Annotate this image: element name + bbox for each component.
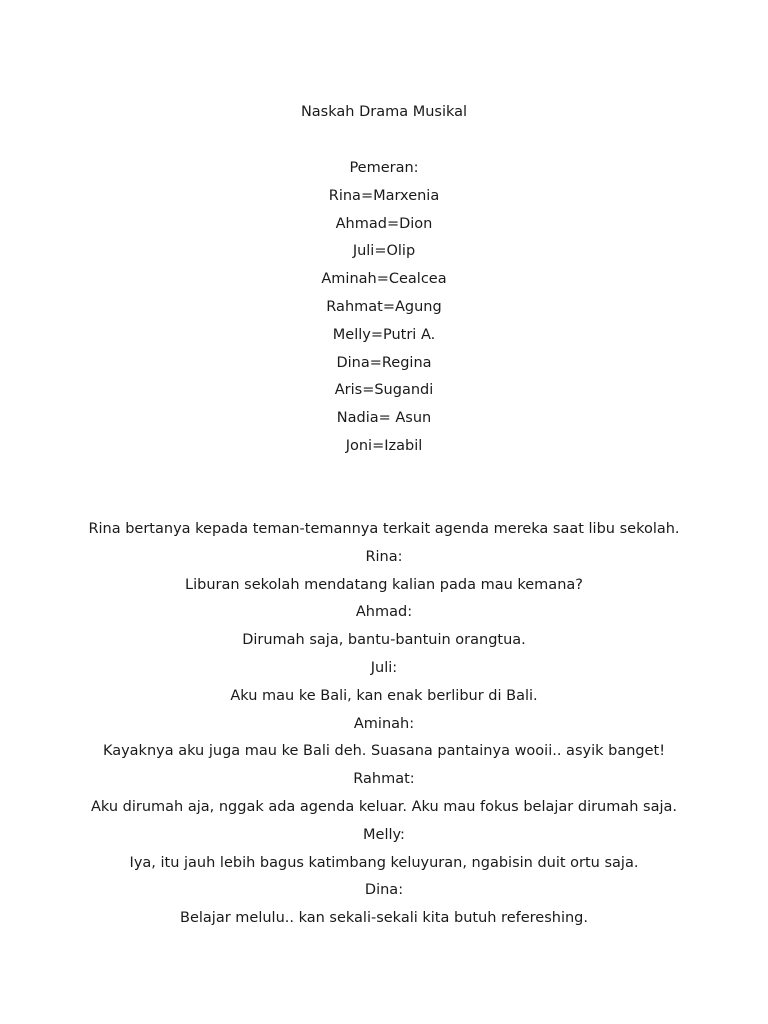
cast-item: Rina=Marxenia: [328, 187, 440, 204]
cast-heading: Pemeran:: [349, 160, 419, 176]
cast-item: Dina=Regina: [336, 354, 432, 371]
document-title: Naskah Drama Musikal: [300, 104, 468, 120]
dialogue-section: [0, 518, 768, 935]
cast-list: [0, 157, 768, 463]
cast-item: Ahmad=Dion: [335, 215, 433, 232]
speaker-name: Melly:: [363, 826, 405, 843]
speaker-name: Dina:: [364, 882, 404, 899]
speaker-name: Ahmad:: [355, 604, 413, 621]
cast-item: Rahmat=Agung: [326, 298, 442, 315]
dialogue-line: Liburan sekolah mendatang kalian pada mau kemana?: [185, 576, 583, 593]
cast-item: Melly=Putri A.: [332, 326, 436, 343]
speaker-name: Rina:: [365, 548, 403, 565]
cast-item: Aminah=Cealcea: [321, 271, 447, 288]
dialogue-line: Belajar melulu.. kan sekali-sekali kita butuh refereshing.: [180, 910, 588, 927]
speaker-name: Rahmat:: [353, 771, 415, 788]
speaker-name: Aminah:: [353, 715, 415, 732]
dialogue-line: Aku dirumah aja, nggak ada agenda keluar. Aku mau fokus belajar dirumah saja.: [90, 798, 678, 815]
cast-item: Juli=Olip: [352, 243, 416, 260]
dialogue-line: Aku mau ke Bali, kan enak berlibur di Bali.: [230, 687, 538, 704]
cast-item: Nadia= Asun: [336, 410, 432, 427]
scene-intro: Rina bertanya kepada teman-temannya terkait agenda mereka saat libu sekolah.: [88, 521, 680, 537]
dialogue-line: Kayaknya aku juga mau ke Bali deh. Suasana pantainya wooii.. asyik banget!: [102, 743, 666, 760]
speaker-name: Juli:: [370, 659, 398, 676]
cast-item: Aris=Sugandi: [334, 382, 434, 399]
dialogue-line: Iya, itu jauh lebih bagus katimbang keluyuran, ngabisin duit ortu saja.: [129, 854, 639, 871]
dialogue-line: Dirumah saja, bantu-bantuin orangtua.: [242, 632, 526, 649]
cast-item: Joni=Izabil: [345, 437, 423, 454]
